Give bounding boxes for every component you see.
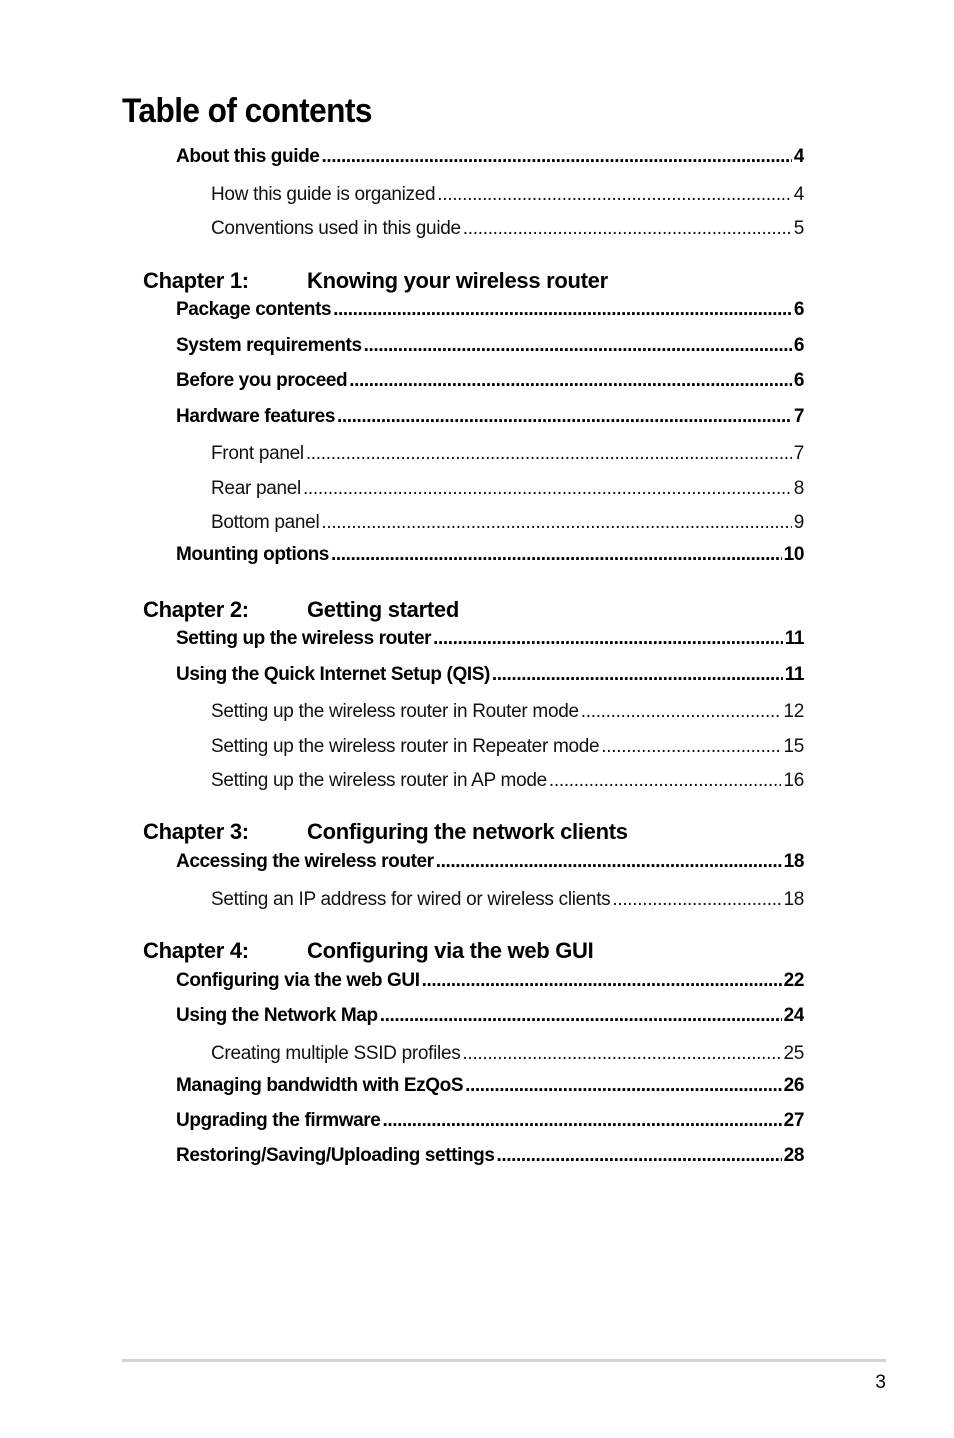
toc-entry-conventions[interactable]	[211, 216, 804, 242]
chapter-title: Getting started	[307, 597, 459, 622]
toc-entry-page: 18	[783, 851, 804, 872]
toc-entry-front-panel[interactable]	[211, 441, 804, 467]
toc-entry-page: 11	[784, 664, 804, 685]
dot-leader	[601, 734, 781, 760]
toc-entry-label: Before you proceed	[176, 370, 348, 391]
page-number: 3	[875, 1372, 886, 1393]
toc-entry-page: 9	[793, 512, 804, 533]
toc-entry-about-this-guide[interactable]	[176, 144, 804, 170]
toc-entry-page: 18	[783, 889, 804, 910]
toc-entry-hardware-features[interactable]	[176, 404, 804, 430]
toc-entry-label: Conventions used in this guide	[211, 218, 461, 239]
toc-entry-ip-address[interactable]	[211, 887, 804, 913]
dot-leader	[364, 333, 792, 359]
chapter-2-heading	[143, 596, 459, 624]
dot-leader	[349, 368, 792, 394]
toc-entry-label: How this guide is organized	[211, 184, 436, 205]
toc-entry-page: 16	[783, 770, 804, 791]
chapter-number: Chapter 3:	[143, 819, 249, 844]
toc-entry-label: Restoring/Saving/Uploading settings	[176, 1145, 495, 1166]
footer-divider	[122, 1359, 886, 1362]
toc-entry-mounting-options[interactable]	[176, 542, 804, 568]
toc-entry-label: Setting an IP address for wired or wireless clients	[211, 889, 611, 910]
toc-entry-label: Front panel	[211, 443, 304, 464]
dot-leader	[433, 626, 783, 652]
toc-entry-how-organized[interactable]	[211, 182, 804, 208]
toc-entry-page: 6	[793, 370, 804, 391]
toc-entry-label: Setting up the wireless router in Router mode	[211, 701, 579, 722]
dot-leader	[497, 1143, 782, 1169]
toc-entry-page: 4	[793, 146, 804, 167]
chapter-number: Chapter 2:	[143, 597, 249, 622]
toc-entry-label: Creating multiple SSID profiles	[211, 1043, 461, 1064]
page-title: Table of contents	[122, 92, 372, 130]
toc-entry-label: Setting up the wireless router	[176, 628, 432, 649]
dot-leader	[465, 1073, 782, 1099]
toc-entry-network-map[interactable]	[176, 1003, 804, 1029]
chapter-title: Configuring via the web GUI	[307, 938, 594, 963]
dot-leader	[581, 699, 782, 725]
toc-entry-page: 27	[783, 1110, 804, 1131]
toc-entry-label: Managing bandwidth with EzQoS	[176, 1075, 464, 1096]
toc-entry-before-you-proceed[interactable]	[176, 368, 804, 394]
toc-entry-page: 4	[793, 184, 804, 205]
toc-entry-label: Bottom panel	[211, 512, 320, 533]
dot-leader	[306, 441, 792, 467]
toc-entry-label: Using the Network Map	[176, 1005, 378, 1026]
toc-entry-label: Package contents	[176, 299, 332, 320]
toc-entry-page: 8	[793, 478, 804, 499]
dot-leader	[422, 968, 782, 994]
toc-entry-page: 28	[783, 1145, 804, 1166]
toc-entry-page: 25	[783, 1043, 804, 1064]
toc-entry-page: 12	[783, 701, 804, 722]
toc-entry-label: Hardware features	[176, 406, 335, 427]
toc-entry-qis[interactable]	[176, 662, 804, 688]
toc-entry-ap-mode[interactable]	[211, 768, 804, 794]
toc-entry-page: 7	[793, 443, 804, 464]
toc-entry-label: Upgrading the firmware	[176, 1110, 381, 1131]
toc-entry-label: Configuring via the web GUI	[176, 970, 420, 991]
dot-leader	[380, 1003, 782, 1029]
toc-entry-ssid-profiles[interactable]	[211, 1041, 804, 1067]
chapter-4-heading	[143, 937, 593, 965]
dot-leader	[333, 297, 792, 323]
dot-leader	[549, 768, 782, 794]
toc-entry-setting-up-router[interactable]	[176, 626, 804, 652]
toc-entry-page: 15	[783, 736, 804, 757]
toc-entry-label: Accessing the wireless router	[176, 851, 434, 872]
toc-entry-page: 6	[793, 335, 804, 356]
toc-entry-page: 22	[783, 970, 804, 991]
dot-leader	[612, 887, 781, 913]
dot-leader	[463, 216, 792, 242]
dot-leader	[437, 182, 791, 208]
dot-leader	[303, 476, 792, 502]
toc-entry-page: 11	[784, 628, 804, 649]
toc-entry-firmware[interactable]	[176, 1108, 804, 1134]
toc-entry-label: Setting up the wireless router in Repeater mode	[211, 736, 600, 757]
toc-entry-page: 26	[783, 1075, 804, 1096]
toc-entry-bottom-panel[interactable]	[211, 510, 804, 536]
dot-leader	[436, 849, 782, 875]
chapter-1-heading	[143, 267, 608, 295]
toc-entry-settings[interactable]	[176, 1143, 804, 1169]
toc-entry-page: 5	[793, 218, 804, 239]
toc-entry-label: Rear panel	[211, 478, 301, 499]
dot-leader	[321, 144, 791, 170]
toc-entry-package-contents[interactable]	[176, 297, 804, 323]
toc-entry-page: 24	[783, 1005, 804, 1026]
chapter-3-heading	[143, 818, 628, 846]
chapter-title: Knowing your wireless router	[307, 268, 608, 293]
dot-leader	[331, 542, 782, 568]
toc-entry-repeater-mode[interactable]	[211, 734, 804, 760]
dot-leader	[337, 404, 792, 430]
toc-entry-rear-panel[interactable]	[211, 476, 804, 502]
toc-entry-label: Using the Quick Internet Setup (QIS)	[176, 664, 490, 685]
dot-leader	[382, 1108, 781, 1134]
toc-entry-label: Mounting options	[176, 544, 329, 565]
toc-entry-router-mode[interactable]	[211, 699, 804, 725]
toc-entry-label: Setting up the wireless router in AP mode	[211, 770, 547, 791]
toc-entry-page: 7	[793, 406, 804, 427]
toc-entry-ezqos[interactable]	[176, 1073, 804, 1099]
toc-entry-page: 6	[793, 299, 804, 320]
dot-leader	[321, 510, 791, 536]
dot-leader	[492, 662, 783, 688]
toc-entry-web-gui[interactable]	[176, 968, 804, 994]
toc-entry-page: 10	[783, 544, 804, 565]
dot-leader	[462, 1041, 781, 1067]
chapter-number: Chapter 1:	[143, 268, 249, 293]
toc-entry-accessing-router[interactable]	[176, 849, 804, 875]
toc-entry-system-requirements[interactable]	[176, 333, 804, 359]
chapter-title: Configuring the network clients	[307, 819, 628, 844]
chapter-number: Chapter 4:	[143, 938, 249, 963]
toc-entry-label: About this guide	[176, 146, 320, 167]
toc-entry-label: System requirements	[176, 335, 362, 356]
